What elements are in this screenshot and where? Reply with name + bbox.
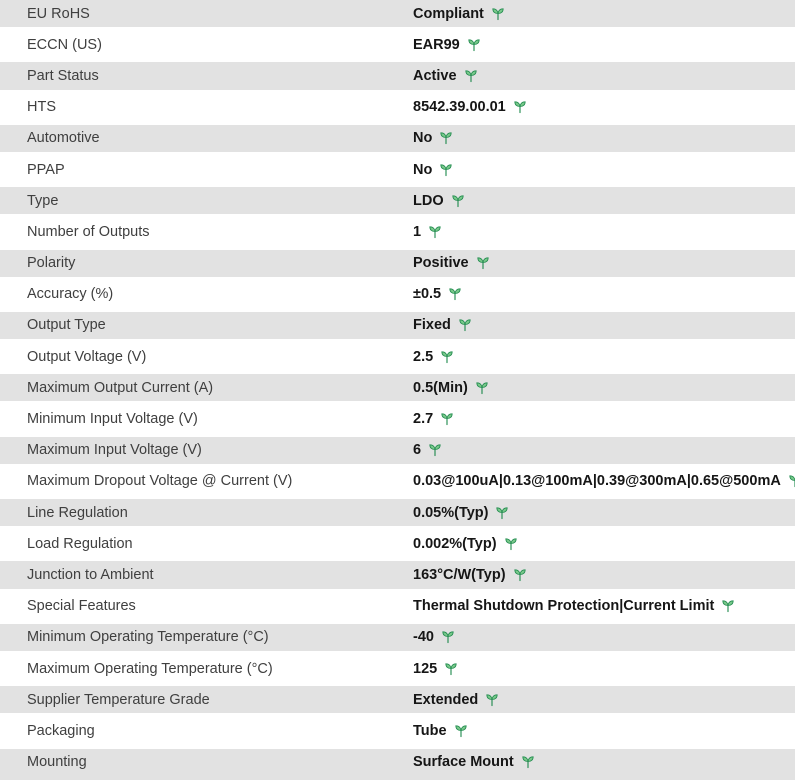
table-row bbox=[0, 717, 795, 748]
spec-value-text: Thermal Shutdown Protection|Current Limit bbox=[413, 598, 715, 615]
table-row bbox=[0, 218, 795, 249]
table-row bbox=[0, 593, 795, 624]
table-row bbox=[0, 187, 795, 218]
spec-value-text: 8542.39.00.01 bbox=[413, 99, 506, 116]
spec-label: Supplier Temperature Grade bbox=[27, 691, 210, 708]
spec-value bbox=[413, 37, 795, 53]
spec-value-text: 2.5 bbox=[413, 348, 434, 365]
spec-value bbox=[413, 442, 795, 458]
table-row bbox=[0, 156, 795, 187]
leaf-icon[interactable] bbox=[444, 662, 458, 676]
spec-value bbox=[413, 473, 795, 489]
table-row bbox=[0, 468, 795, 499]
spec-value bbox=[413, 255, 795, 271]
spec-value-text: ±0.5 bbox=[413, 286, 442, 303]
table-row bbox=[0, 312, 795, 343]
spec-label: Output Voltage (V) bbox=[27, 348, 147, 365]
spec-value-text: Positive bbox=[413, 255, 469, 272]
table-row bbox=[0, 624, 795, 655]
spec-value-text: Extended bbox=[413, 691, 479, 708]
leaf-icon[interactable] bbox=[454, 724, 468, 738]
spec-value-text: 1 bbox=[413, 223, 422, 240]
spec-value-text: 125 bbox=[413, 660, 438, 677]
spec-label: Part Status bbox=[27, 67, 99, 84]
spec-value-text: Fixed bbox=[413, 317, 451, 334]
table-row bbox=[0, 343, 795, 374]
spec-value bbox=[413, 162, 795, 178]
leaf-icon[interactable] bbox=[428, 225, 442, 239]
leaf-icon[interactable] bbox=[439, 163, 453, 177]
leaf-icon[interactable] bbox=[440, 412, 454, 426]
leaf-icon[interactable] bbox=[441, 630, 455, 644]
spec-label: Maximum Dropout Voltage @ Current (V) bbox=[27, 473, 293, 490]
spec-label: Special Features bbox=[27, 598, 136, 615]
spec-value bbox=[413, 193, 795, 209]
spec-value bbox=[413, 629, 795, 645]
leaf-icon[interactable] bbox=[513, 568, 527, 582]
leaf-icon[interactable] bbox=[491, 7, 505, 21]
spec-value bbox=[413, 130, 795, 146]
spec-label: Mounting bbox=[27, 754, 87, 771]
table-row bbox=[0, 125, 795, 156]
table-row bbox=[0, 655, 795, 686]
spec-value bbox=[413, 567, 795, 583]
leaf-icon[interactable] bbox=[521, 755, 535, 769]
spec-value bbox=[413, 692, 795, 708]
spec-value-text: No bbox=[413, 161, 433, 178]
leaf-icon[interactable] bbox=[788, 474, 795, 488]
leaf-icon[interactable] bbox=[451, 194, 465, 208]
leaf-icon[interactable] bbox=[464, 69, 478, 83]
spec-value bbox=[413, 224, 795, 240]
spec-label: Automotive bbox=[27, 130, 100, 147]
leaf-icon[interactable] bbox=[440, 350, 454, 364]
table-row bbox=[0, 499, 795, 530]
table-row bbox=[0, 749, 795, 780]
table-row bbox=[0, 94, 795, 125]
spec-value-text: No bbox=[413, 130, 433, 147]
spec-value bbox=[413, 68, 795, 84]
table-row bbox=[0, 31, 795, 62]
spec-label: Output Type bbox=[27, 317, 106, 334]
table-row bbox=[0, 250, 795, 281]
spec-value-text: 0.05%(Typ) bbox=[413, 504, 489, 521]
spec-value bbox=[413, 754, 795, 770]
spec-value-text: 0.002%(Typ) bbox=[413, 535, 497, 552]
spec-label: ECCN (US) bbox=[27, 36, 102, 53]
spec-label: Number of Outputs bbox=[27, 223, 150, 240]
leaf-icon[interactable] bbox=[458, 318, 472, 332]
spec-value bbox=[413, 723, 795, 739]
leaf-icon[interactable] bbox=[485, 693, 499, 707]
spec-value bbox=[413, 317, 795, 333]
spec-value bbox=[413, 598, 795, 614]
spec-label: Polarity bbox=[27, 255, 76, 272]
spec-value-text: 163°C/W(Typ) bbox=[413, 566, 506, 583]
spec-label: Minimum Input Voltage (V) bbox=[27, 411, 198, 428]
spec-label: Junction to Ambient bbox=[27, 566, 154, 583]
spec-value bbox=[413, 661, 795, 677]
table-row bbox=[0, 374, 795, 405]
leaf-icon[interactable] bbox=[495, 506, 509, 520]
spec-value bbox=[413, 411, 795, 427]
spec-label: Line Regulation bbox=[27, 504, 128, 521]
spec-value-text: EAR99 bbox=[413, 36, 460, 53]
table-row bbox=[0, 437, 795, 468]
spec-label: Maximum Output Current (A) bbox=[27, 379, 214, 396]
leaf-icon[interactable] bbox=[439, 131, 453, 145]
table-row bbox=[0, 62, 795, 93]
spec-value bbox=[413, 536, 795, 552]
table-row bbox=[0, 405, 795, 436]
leaf-icon[interactable] bbox=[513, 100, 527, 114]
table-row bbox=[0, 530, 795, 561]
leaf-icon[interactable] bbox=[504, 537, 518, 551]
spec-label: Type bbox=[27, 192, 59, 209]
spec-label: EU RoHS bbox=[27, 5, 90, 22]
spec-value-text: Compliant bbox=[413, 5, 484, 22]
spec-label: Minimum Operating Temperature (°C) bbox=[27, 629, 269, 646]
spec-label: Packaging bbox=[27, 722, 95, 739]
spec-label: Accuracy (%) bbox=[27, 286, 114, 303]
spec-value-text: 2.7 bbox=[413, 411, 434, 428]
leaf-icon[interactable] bbox=[428, 443, 442, 457]
spec-value-text: LDO bbox=[413, 192, 444, 209]
spec-value-text: 6 bbox=[413, 442, 422, 459]
table-row bbox=[0, 686, 795, 717]
spec-value-text: 0.03@100uA|0.13@100mA|0.39@300mA|0.65@500mA bbox=[413, 473, 781, 490]
table-row bbox=[0, 561, 795, 592]
leaf-icon[interactable] bbox=[467, 38, 481, 52]
spec-value bbox=[413, 505, 795, 521]
spec-label: Maximum Operating Temperature (°C) bbox=[27, 660, 273, 677]
spec-value-text: Active bbox=[413, 67, 457, 84]
spec-value-text: Tube bbox=[413, 722, 447, 739]
spec-value bbox=[413, 380, 795, 396]
spec-value-text: -40 bbox=[413, 629, 434, 646]
spec-label: HTS bbox=[27, 99, 56, 116]
leaf-icon[interactable] bbox=[475, 381, 489, 395]
spec-value bbox=[413, 99, 795, 115]
table-row bbox=[0, 0, 795, 31]
spec-value bbox=[413, 349, 795, 365]
leaf-icon[interactable] bbox=[721, 599, 735, 613]
spec-label: Maximum Input Voltage (V) bbox=[27, 442, 202, 459]
leaf-icon[interactable] bbox=[476, 256, 490, 270]
spec-value-text: 0.5(Min) bbox=[413, 379, 468, 396]
spec-value bbox=[413, 6, 795, 22]
table-row bbox=[0, 281, 795, 312]
spec-value bbox=[413, 286, 795, 302]
spec-label: PPAP bbox=[27, 161, 65, 178]
spec-value-text: Surface Mount bbox=[413, 754, 514, 771]
spec-label: Load Regulation bbox=[27, 535, 133, 552]
leaf-icon[interactable] bbox=[448, 287, 462, 301]
